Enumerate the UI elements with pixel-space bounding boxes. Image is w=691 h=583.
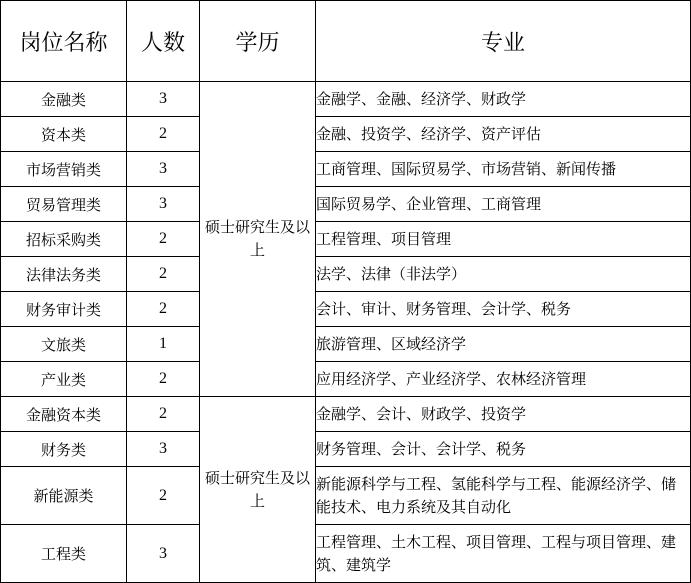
position-cell: 贸易管理类 <box>1 187 127 222</box>
position-cell: 财务审计类 <box>1 292 127 327</box>
major-cell: 工程管理、项目管理 <box>316 222 691 257</box>
table-row <box>1 117 691 152</box>
count-cell: 2 <box>127 292 200 327</box>
count-cell: 3 <box>127 525 200 583</box>
position-cell: 招标采购类 <box>1 222 127 257</box>
table-row <box>1 292 691 327</box>
major-cell: 会计、审计、财务管理、会计学、税务 <box>316 292 691 327</box>
count-cell: 3 <box>127 187 200 222</box>
position-cell: 法律法务类 <box>1 257 127 292</box>
table-row <box>1 362 691 397</box>
major-cell: 金融学、金融、经济学、财政学 <box>316 82 691 117</box>
header-count: 人数 <box>127 1 200 82</box>
position-cell: 文旅类 <box>1 327 127 362</box>
table-row <box>1 257 691 292</box>
table-row <box>1 525 691 583</box>
header-row <box>1 1 691 82</box>
position-cell: 金融资本类 <box>1 397 127 432</box>
header-education: 学历 <box>200 1 316 82</box>
position-cell: 市场营销类 <box>1 152 127 187</box>
education-cell: 硕士研究生及以上 <box>200 397 316 583</box>
major-cell: 金融、投资学、经济学、资产评估 <box>316 117 691 152</box>
major-cell: 法学、法律（非法学） <box>316 257 691 292</box>
count-cell: 2 <box>127 222 200 257</box>
table-row <box>1 327 691 362</box>
table-row <box>1 152 691 187</box>
position-cell: 产业类 <box>1 362 127 397</box>
major-cell: 工商管理、国际贸易学、市场营销、新闻传播 <box>316 152 691 187</box>
major-cell: 金融学、会计、财政学、投资学 <box>316 397 691 432</box>
table-row <box>1 82 691 117</box>
major-cell: 旅游管理、区域经济学 <box>316 327 691 362</box>
table-row <box>1 467 691 525</box>
header-major: 专业 <box>316 1 691 82</box>
major-cell: 应用经济学、产业经济学、农林经济管理 <box>316 362 691 397</box>
table-row <box>1 187 691 222</box>
position-cell: 财务类 <box>1 432 127 467</box>
position-cell: 新能源类 <box>1 467 127 525</box>
header-position: 岗位名称 <box>1 1 127 82</box>
education-cell: 硕士研究生及以上 <box>200 82 316 397</box>
count-cell: 3 <box>127 432 200 467</box>
count-cell: 2 <box>127 257 200 292</box>
position-cell: 金融类 <box>1 82 127 117</box>
count-cell: 2 <box>127 467 200 525</box>
count-cell: 1 <box>127 327 200 362</box>
count-cell: 2 <box>127 117 200 152</box>
position-cell: 资本类 <box>1 117 127 152</box>
table-row <box>1 222 691 257</box>
table-row <box>1 397 691 432</box>
position-cell: 工程类 <box>1 525 127 583</box>
major-cell: 国际贸易学、企业管理、工商管理 <box>316 187 691 222</box>
major-cell: 财务管理、会计、会计学、税务 <box>316 432 691 467</box>
count-cell: 2 <box>127 362 200 397</box>
table-row <box>1 432 691 467</box>
count-cell: 3 <box>127 152 200 187</box>
count-cell: 3 <box>127 82 200 117</box>
major-cell: 工程管理、土木工程、项目管理、工程与项目管理、建筑、建筑学 <box>316 525 691 583</box>
count-cell: 2 <box>127 397 200 432</box>
major-cell: 新能源科学与工程、氢能科学与工程、能源经济学、储能技术、电力系统及其自动化 <box>316 467 691 525</box>
